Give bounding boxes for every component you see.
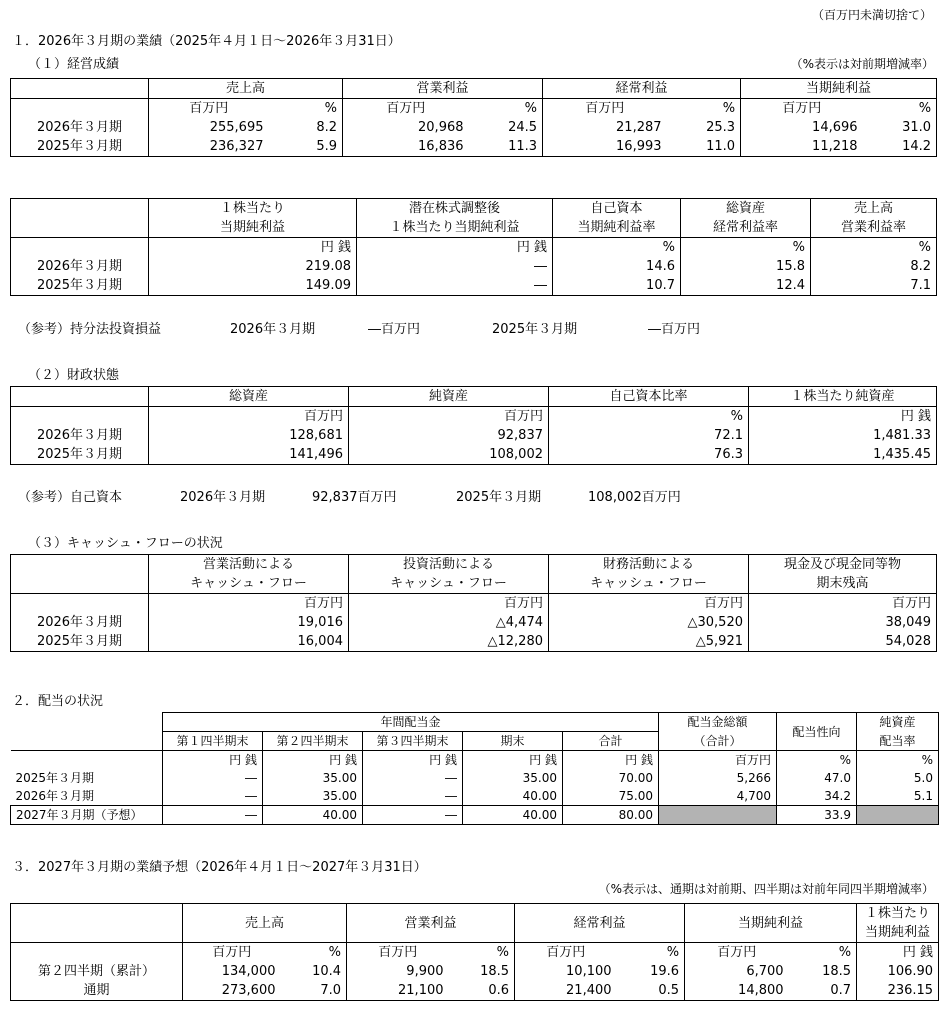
- value-cell: 19,016: [149, 613, 349, 632]
- header-operating-income: 営業利益: [343, 79, 543, 99]
- unit-cell: %: [469, 99, 543, 119]
- shaded-cell: [659, 806, 777, 825]
- value-cell: 134,000: [221, 964, 276, 979]
- value-cell: 31.0: [863, 118, 937, 137]
- value-cell: 19.6: [617, 962, 685, 981]
- row-label: 2025年３月期: [11, 137, 149, 157]
- value-cell: 236,327: [149, 137, 269, 157]
- value-cell: 10.7: [553, 276, 681, 296]
- row-label: 2025年３月期: [11, 632, 149, 652]
- value-cell: 18.5: [449, 962, 515, 981]
- unit-cell: 百万円: [585, 101, 625, 116]
- value-cell: 92,837: [349, 426, 549, 445]
- header-equity-ratio: 自己資本比率: [549, 387, 749, 407]
- value-cell: 33.9: [777, 806, 857, 825]
- header-dividend-on-equity: 純資産: [857, 713, 939, 732]
- row-label: 2025年３月期: [11, 445, 149, 465]
- unit-note: （百万円未満切捨て）: [811, 8, 932, 22]
- value-cell: ―: [363, 806, 463, 825]
- header-sales: 売上高: [183, 904, 347, 943]
- header-eps: １株当たり: [857, 904, 939, 924]
- value-cell: ―: [163, 769, 263, 787]
- value-cell: 40.00: [463, 806, 563, 825]
- value-cell: 1,481.33: [749, 426, 937, 445]
- unit-cell: 百万円: [659, 751, 777, 770]
- value-cell: 219.08: [149, 257, 357, 276]
- value-cell: 16,993: [543, 137, 667, 157]
- value-cell: 76.3: [549, 445, 749, 465]
- unit-cell: 円 銭: [163, 751, 263, 770]
- section2-heading: ２．配当の状況: [12, 694, 104, 709]
- unit-cell: 円 銭: [749, 407, 937, 427]
- cash-flow-table: 営業活動による 投資活動による 財務活動による 現金及び現金同等物 キャッシュ・フロー キャッシュ・フロー キャッシュ・フロー 期末残高 百万円 百万円 百万円 百万円 2026年３月期 19,016 △4,474 △30,520 38,049 2025年３月期 16,004 △12,280 △5,921 54,028: [10, 554, 937, 652]
- unit-cell: 百万円: [378, 945, 418, 960]
- unit-cell: 円 銭: [363, 751, 463, 770]
- value-cell: 1,435.45: [749, 445, 937, 465]
- header-q2: 第２四半期末: [263, 732, 363, 751]
- value-cell: ―: [357, 257, 553, 276]
- table-row: [11, 257, 937, 276]
- header-ordinary-income: 経常利益: [543, 79, 741, 99]
- table-row: [11, 426, 937, 445]
- value-cell: 35.00: [263, 787, 363, 806]
- header-operating-income: 営業利益: [347, 904, 515, 943]
- unit-cell: %: [617, 943, 685, 963]
- unit-cell: %: [811, 238, 937, 258]
- header-cash-balance: 現金及び現金同等物: [749, 555, 937, 575]
- table-row: [11, 445, 937, 465]
- value-cell: 54,028: [749, 632, 937, 652]
- value-cell: 12.4: [681, 276, 811, 296]
- unit-cell: 百万円: [149, 407, 349, 427]
- value-cell: 108,002: [349, 445, 549, 465]
- value-cell: 6,700: [746, 964, 784, 979]
- dividends-table: 年間配当金 配当金総額 配当性向 純資産 第１四半期末 第２四半期末 第３四半期末 期末 合計 （合計） 配当率 円 銭 円 銭 円 銭 円 銭 円 銭 百万円 % % 2025年３月期 ― 35.00 ― 35.00 70.00 5,266 47.0 5.0 2026年３月期 ― 35.00 ― 40.00 75.00 4,700 34.2 5.1 2027年３月期（予想） ― 40.00 ― 40.00 80.00 33.9: [10, 712, 939, 825]
- unit-cell: 百万円: [349, 407, 549, 427]
- section3-note: （%表示は、通期は対前期、四半期は対前年同四半期増減率）: [598, 882, 934, 896]
- shaded-cell: [857, 806, 939, 825]
- table-row: [11, 632, 937, 652]
- header-roa: 総資産: [681, 199, 811, 219]
- row-label: 2026年３月期: [15, 789, 95, 803]
- header-eps: １株当たり: [149, 199, 357, 219]
- table-row: [11, 962, 939, 981]
- value-cell: ―: [363, 787, 463, 806]
- value-cell: 0.6: [449, 981, 515, 1001]
- header-q3: 第３四半期末: [363, 732, 463, 751]
- value-cell: 21,100: [347, 981, 449, 1001]
- sub1-heading: （１）経営成績: [28, 57, 120, 72]
- header-bps: １株当たり純資産: [749, 387, 937, 407]
- table-row: [11, 118, 937, 137]
- value-cell: 47.0: [777, 769, 857, 787]
- value-cell: 21,400: [515, 981, 617, 1001]
- header-q1: 第１四半期末: [163, 732, 263, 751]
- header-financing-cf: 財務活動による: [549, 555, 749, 575]
- header-net-income: 当期純利益: [741, 79, 937, 99]
- row-label: 通期: [11, 981, 183, 1001]
- value-cell: ―: [363, 769, 463, 787]
- unit-cell: 百万円: [717, 945, 757, 960]
- value-cell: 14,800: [685, 981, 789, 1001]
- equity-reference: （参考）自己資本 2026年３月期 92,837百万円 2025年３月期 108,002百万円: [18, 490, 681, 505]
- sub2-heading: （２）財政状態: [28, 368, 120, 383]
- value-cell: 75.00: [563, 787, 659, 806]
- unit-cell: %: [269, 99, 343, 119]
- value-cell: 8.2: [269, 118, 343, 137]
- table-row: [11, 276, 937, 296]
- value-cell: 7.0: [281, 981, 347, 1001]
- unit-cell: 百万円: [782, 101, 822, 116]
- value-cell: 35.00: [463, 769, 563, 787]
- table-row: [11, 137, 937, 157]
- unit-cell: %: [549, 407, 749, 427]
- row-label: 2027年３月期（予想）: [11, 806, 163, 825]
- header-net-assets: 純資産: [349, 387, 549, 407]
- unit-cell: %: [681, 238, 811, 258]
- value-cell: 70.00: [563, 769, 659, 787]
- value-cell: 149.09: [149, 276, 357, 296]
- unit-cell: 百万円: [212, 945, 252, 960]
- header-operating-margin: 売上高: [811, 199, 937, 219]
- unit-cell: 円 銭: [463, 751, 563, 770]
- value-cell: 11,218: [741, 137, 863, 157]
- value-cell: 5.9: [269, 137, 343, 157]
- unit-cell: 百万円: [546, 945, 586, 960]
- per-share-table: １株当たり 潜在株式調整後 自己資本 総資産 売上高 当期純利益 １株当たり当期純利益 当期純利益率 経常利益率 営業利益率 円 銭 円 銭 % % % 2026年３月期 219.08 ― 14.6 15.8 8.2 2025年３月期 149.09 ― 10.7 12.4 7.1: [10, 198, 937, 296]
- value-cell: 24.5: [469, 118, 543, 137]
- header-annual-dividend: 年間配当金: [163, 713, 659, 732]
- value-cell: 128,681: [149, 426, 349, 445]
- value-cell: 10.4: [281, 962, 347, 981]
- value-cell: 7.1: [811, 276, 937, 296]
- unit-cell: 百万円: [386, 101, 426, 116]
- value-cell: 14,696: [812, 120, 858, 135]
- section1-heading: １．2026年３月期の業績（2025年４月１日～2026年３月31日）: [12, 34, 401, 49]
- header-year-end: 期末: [463, 732, 563, 751]
- operating-results-table: [10, 78, 937, 157]
- value-cell: 106.90: [857, 962, 939, 981]
- financial-position-table: [10, 386, 937, 465]
- header-sales: 売上高: [149, 79, 343, 99]
- row-label: 2026年３月期: [11, 118, 149, 137]
- unit-cell: %: [281, 943, 347, 963]
- header-net-income: 当期純利益: [685, 904, 857, 943]
- table-row: [11, 806, 939, 825]
- header-operating-cf: 営業活動による: [149, 555, 349, 575]
- header-ordinary-income: 経常利益: [515, 904, 685, 943]
- header-payout-ratio: 配当性向: [777, 713, 857, 751]
- sub1-note: （%表示は対前期増減率）: [790, 57, 934, 71]
- header-roe: 自己資本: [553, 199, 681, 219]
- row-label: 2025年３月期: [11, 276, 149, 296]
- table-row: [11, 613, 937, 632]
- value-cell: ―: [357, 276, 553, 296]
- value-cell: 273,600: [183, 981, 281, 1001]
- table-row: [11, 769, 939, 787]
- unit-cell: 円 銭: [263, 751, 363, 770]
- header-total: 合計: [563, 732, 659, 751]
- value-cell: 0.7: [789, 981, 857, 1001]
- unit-cell: 百万円: [749, 594, 937, 614]
- value-cell: 15.8: [681, 257, 811, 276]
- value-cell: 10,100: [566, 964, 612, 979]
- row-label: 2025年３月期: [15, 771, 95, 785]
- value-cell: △30,520: [549, 613, 749, 632]
- value-cell: 40.00: [463, 787, 563, 806]
- value-cell: 5.1: [857, 787, 939, 806]
- header-total-dividend: 配当金総額: [659, 713, 777, 732]
- value-cell: ―: [163, 806, 263, 825]
- unit-cell: 百万円: [549, 594, 749, 614]
- value-cell: 255,695: [209, 120, 264, 135]
- value-cell: 34.2: [777, 787, 857, 806]
- unit-cell: %: [553, 238, 681, 258]
- section3-heading: ３．2027年３月期の業績予想（2026年４月１日～2027年３月31日）: [12, 860, 427, 875]
- unit-cell: 百万円: [189, 101, 229, 116]
- value-cell: △4,474: [349, 613, 549, 632]
- header-investing-cf: 投資活動による: [349, 555, 549, 575]
- value-cell: 14.6: [553, 257, 681, 276]
- unit-cell: %: [857, 751, 939, 770]
- value-cell: 14.2: [863, 137, 937, 157]
- unit-cell: 円 銭: [149, 238, 357, 258]
- table-row: [11, 787, 939, 806]
- unit-cell: %: [777, 751, 857, 770]
- value-cell: △12,280: [349, 632, 549, 652]
- unit-cell: 百万円: [149, 594, 349, 614]
- value-cell: 141,496: [149, 445, 349, 465]
- value-cell: 236.15: [857, 981, 939, 1001]
- value-cell: 5,266: [659, 769, 777, 787]
- value-cell: 16,836: [343, 137, 469, 157]
- unit-cell: 百万円: [349, 594, 549, 614]
- value-cell: 35.00: [263, 769, 363, 787]
- unit-cell: %: [863, 99, 937, 119]
- unit-cell: 円 銭: [857, 943, 939, 963]
- row-label: 第２四半期（累計）: [11, 962, 183, 981]
- value-cell: 20,968: [418, 120, 464, 135]
- value-cell: 18.5: [789, 962, 857, 981]
- value-cell: 11.0: [667, 137, 741, 157]
- value-cell: △5,921: [549, 632, 749, 652]
- row-label: 2026年３月期: [11, 257, 149, 276]
- value-cell: 9,900: [406, 964, 444, 979]
- header-diluted-eps: 潜在株式調整後: [357, 199, 553, 219]
- value-cell: 38,049: [749, 613, 937, 632]
- value-cell: ―: [163, 787, 263, 806]
- sub3-heading: （３）キャッシュ・フローの状況: [28, 536, 223, 551]
- table-row: [11, 981, 939, 1001]
- equity-method-reference: （参考）持分法投資損益 2026年３月期 ―百万円 2025年３月期 ―百万円: [18, 322, 701, 337]
- value-cell: 72.1: [549, 426, 749, 445]
- row-label: 2026年３月期: [11, 613, 149, 632]
- value-cell: 5.0: [857, 769, 939, 787]
- unit-cell: 円 銭: [563, 751, 659, 770]
- unit-cell: %: [789, 943, 857, 963]
- value-cell: 4,700: [659, 787, 777, 806]
- value-cell: 25.3: [667, 118, 741, 137]
- value-cell: 40.00: [263, 806, 363, 825]
- unit-cell: 円 銭: [357, 238, 553, 258]
- forecast-table: 売上高 営業利益 経常利益 当期純利益 １株当たり 当期純利益 百万円 % 百万円 % 百万円 % 百万円 % 円 銭 第２四半期（累計） 134,000 10.4 9,900 18.5 10,100 19.6 6,700 18.5 106.90 通期 273,600 7.0 21,100 0.6 21,400 0.5 14,800 0.7 236.15: [10, 903, 939, 1001]
- header-total-assets: 総資産: [149, 387, 349, 407]
- unit-cell: %: [667, 99, 741, 119]
- unit-cell: %: [449, 943, 515, 963]
- value-cell: 11.3: [469, 137, 543, 157]
- row-label: 2026年３月期: [11, 426, 149, 445]
- value-cell: 21,287: [616, 120, 662, 135]
- value-cell: 80.00: [563, 806, 659, 825]
- value-cell: 0.5: [617, 981, 685, 1001]
- value-cell: 8.2: [811, 257, 937, 276]
- value-cell: 16,004: [149, 632, 349, 652]
